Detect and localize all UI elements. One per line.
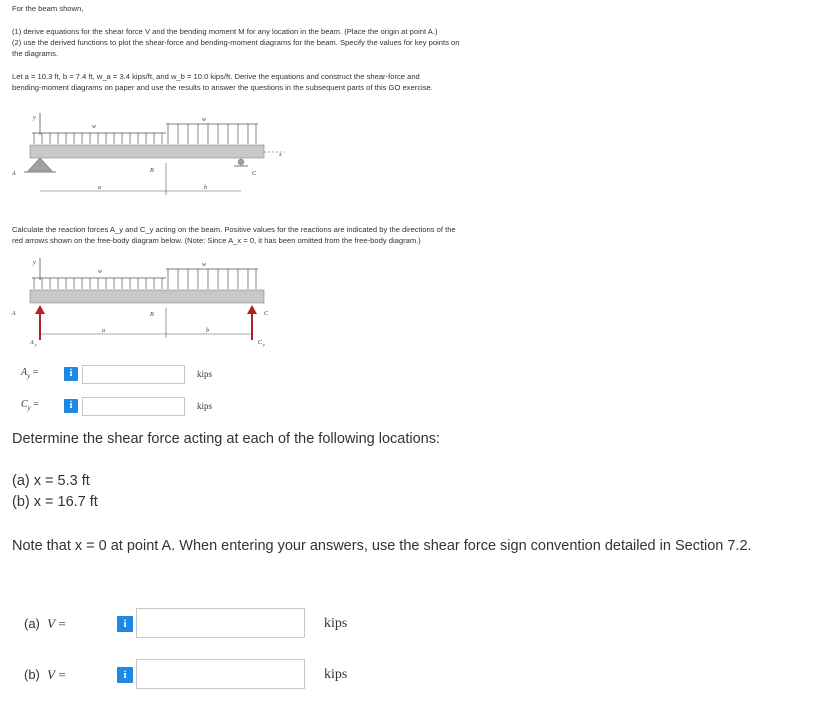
intro-step1: (1) derive equations for the shear force V and the bending moment M for any location in the beam. (Place the origin at point A.) (12, 27, 438, 36)
vb-input[interactable] (136, 659, 305, 689)
fbd-y-label: y (33, 260, 36, 266)
reactions-line2: red arrows shown on the free-body diagram below. (Note: Since A_x = 0, it has been omitted from the free-body diagram.) (12, 236, 421, 245)
cy-info-button[interactable]: i (64, 399, 78, 413)
fbd-beam (30, 290, 264, 303)
va-input[interactable] (136, 608, 305, 638)
location-b: (b) x = 16.7 ft (12, 494, 98, 510)
reaction-ay-arrowhead (35, 305, 45, 314)
beam-diagram (0, 105, 300, 205)
reaction-cy-arrowhead (247, 305, 257, 314)
dim-a-label: a (98, 185, 101, 191)
fbd-cy-label: C (258, 340, 263, 346)
point-a-label: A (12, 171, 16, 177)
wb-load-arrows (168, 124, 256, 144)
fbd-point-b-label: B (150, 312, 154, 318)
vb-row-label: (b) V = (24, 667, 66, 682)
fbd-wa-label: w (98, 269, 103, 275)
ay-row-label: $A_y$ = (21, 367, 39, 380)
wb-label: w (202, 117, 207, 123)
sign-convention-note: Note that x = 0 at point A. When entering your answers, use the shear force sign convention detailed in Section 7.2. (12, 538, 752, 554)
fbd-ay-label: A (30, 340, 34, 346)
vb-unit: kips (324, 667, 348, 682)
va-unit: kips (324, 616, 348, 631)
va-row-label: (a) V = (24, 616, 66, 631)
cy-unit: kips (197, 401, 213, 411)
given-line2: bending-moment diagrams on paper and use the results to answer the questions in the subsequent parts of this GO exercise. (12, 83, 433, 92)
cy-input[interactable] (82, 397, 185, 416)
beam (30, 145, 264, 158)
reactions-line1: Calculate the reaction forces A_y and C_y acting on the beam. Positive values for the reactions are indicated by the directions of the (12, 225, 456, 234)
pin-support-a (28, 158, 52, 171)
point-b-label: B (150, 168, 154, 174)
va-info-button[interactable]: i (117, 616, 133, 632)
shear-heading: Determine the shear force acting at each of the following locations: (12, 431, 440, 447)
vb-info-button[interactable]: i (117, 667, 133, 683)
fbd-wb-load-arrows (168, 269, 256, 289)
fbd-ay-sub: y (35, 342, 37, 347)
intro-step2b: the diagrams. (12, 49, 59, 58)
intro-title: For the beam shown, (12, 4, 84, 13)
dim-b-label: b (204, 185, 207, 191)
fbd-point-a-label: A (12, 311, 16, 317)
intro-step2: (2) use the derived functions to plot the shear-force and bending-moment diagrams for the beam. Specify the values for key points on (12, 38, 460, 47)
ay-unit: kips (197, 369, 213, 379)
point-c-label: C (252, 171, 257, 177)
roller-support-c (238, 159, 244, 165)
fbd-dim-b-label: b (206, 328, 209, 334)
given-line1: Let a = 10.3 ft, b = 7.4 ft, w_a = 3.4 kips/ft, and w_b = 10.0 kips/ft. Derive the equations and construct the shear-force and (12, 72, 420, 81)
free-body-diagram (0, 250, 300, 360)
wa-load-arrows (34, 133, 162, 144)
wa-label: w (92, 124, 97, 130)
location-a: (a) x = 5.3 ft (12, 473, 90, 489)
y-label: y (33, 115, 36, 121)
cy-row-label: $C_y$ = (21, 399, 39, 412)
fbd-wa-load-arrows (34, 278, 162, 289)
x-label: x (279, 152, 282, 158)
fbd-wb-label: w (202, 262, 207, 268)
fbd-dim-a-label: a (102, 328, 105, 334)
fbd-cy-sub: y (263, 342, 265, 347)
ay-input[interactable] (82, 365, 185, 384)
fbd-point-c-label: C (264, 311, 269, 317)
ay-info-button[interactable]: i (64, 367, 78, 381)
